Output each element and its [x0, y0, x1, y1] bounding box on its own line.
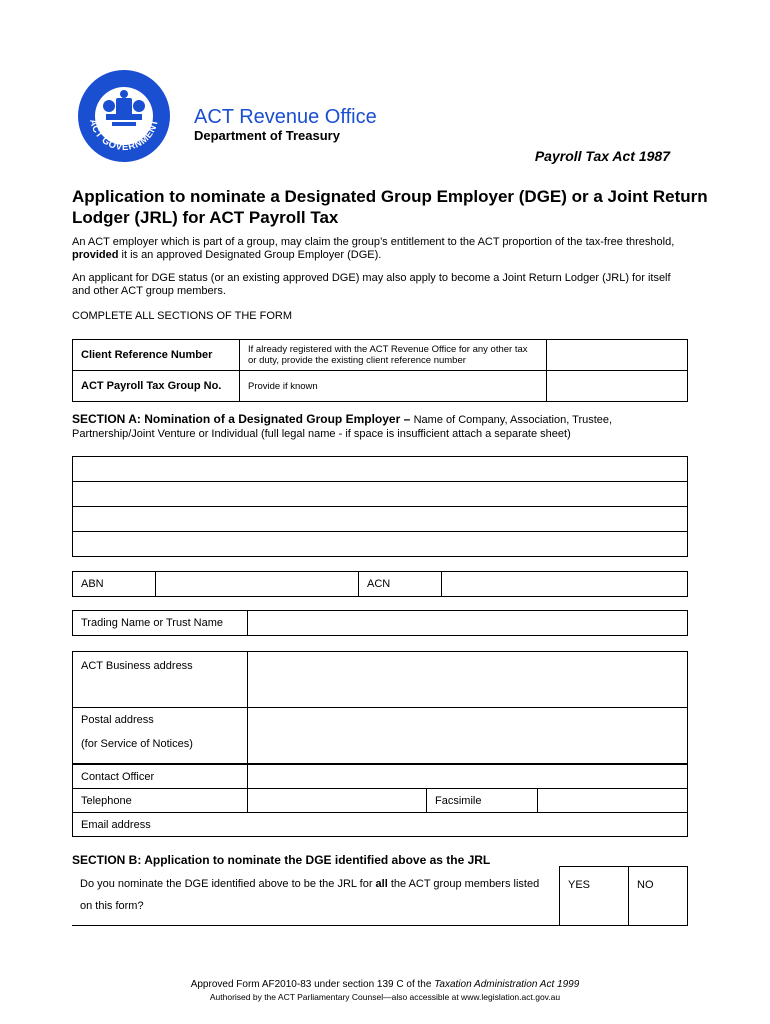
trading-name-field[interactable] — [248, 611, 688, 636]
legal-name-line-3[interactable] — [73, 507, 688, 532]
act-name: Payroll Tax Act 1987 — [534, 148, 670, 164]
acn-label: ACN — [359, 572, 442, 597]
footer-approved-form: Approved Form AF2010-83 under section 139 C of the Taxation Administration Act 1999 — [190, 979, 580, 990]
legal-name-line-2[interactable] — [73, 482, 688, 507]
group-no-label: ACT Payroll Tax Group No. — [73, 371, 240, 402]
section-b-heading: SECTION B: Application to nominate the DGE identified above as the JRL — [72, 853, 491, 867]
abn-acn-table — [72, 571, 688, 597]
client-ref-hint: If already registered with the ACT Revenue Office for any other tax or duty, provide the existing client reference number — [240, 340, 547, 371]
trading-name-table — [72, 610, 688, 636]
reference-table — [72, 339, 688, 402]
abn-field[interactable] — [156, 572, 359, 597]
contact-officer-field[interactable] — [248, 765, 688, 789]
address-table — [72, 651, 688, 764]
trading-name-label: Trading Name or Trust Name — [73, 611, 248, 636]
footer-authorised: Authorised by the ACT Parliamentary Counsel—also accessible at www.legislation.act.gov.au — [209, 992, 561, 1002]
logo-text: ACT GOVERNMENT — [87, 118, 161, 154]
acn-field[interactable] — [442, 572, 688, 597]
legal-name-line-1[interactable] — [73, 457, 688, 482]
business-address-field[interactable] — [248, 652, 688, 708]
email-address-label: Email address — [81, 818, 151, 831]
contact-table — [72, 764, 688, 837]
jrl-question: Do you nominate the DGE identified above to be the JRL for all the ACT group members listed on this form? — [72, 867, 560, 926]
section-a-heading: SECTION A: Nomination of a Designated Group Employer – Name of Company, Association, Trustee, Partnership/Joint Venture or Individual (full legal name - if space is insufficient attach a separate sheet) — [72, 412, 613, 440]
legal-name-line-4[interactable] — [73, 532, 688, 557]
business-address-label: ACT Business address — [73, 652, 248, 708]
facsimile-label: Facsimile — [427, 789, 538, 813]
intro-paragraph-1: An ACT employer which is part of a group, may claim the group’s entitlement to the ACT proportion of the tax-free threshold, provided it is an approved Designated Group Employer (DGE). — [72, 236, 675, 261]
abn-label: ABN — [73, 572, 156, 597]
form-title: Application to nominate a Designated Group Employer (DGE) or a Joint Return Lodger (JRL) for ACT Payroll Tax — [72, 187, 708, 227]
postal-address-label: Postal address (for Service of Notices) — [73, 708, 248, 764]
email-address-field[interactable] — [73, 813, 688, 837]
yes-option[interactable]: YES — [560, 867, 629, 926]
contact-officer-label: Contact Officer — [73, 765, 248, 789]
intro-paragraph-2: An applicant for DGE status (or an existing approved DGE) may also apply to become a Joint Return Lodger (JRL) for itself and other ACT group members. — [72, 272, 671, 297]
group-no-hint: Provide if known — [240, 371, 547, 402]
department-name: Department of Treasury — [194, 128, 340, 143]
client-ref-label: Client Reference Number — [73, 340, 240, 371]
group-no-field[interactable] — [547, 371, 688, 402]
jrl-table — [72, 866, 688, 926]
telephone-label: Telephone — [73, 789, 248, 813]
client-ref-field[interactable] — [547, 340, 688, 371]
postal-address-field[interactable] — [248, 708, 688, 764]
org-title: ACT Revenue Office — [194, 106, 377, 128]
legal-name-table — [72, 456, 688, 557]
no-option[interactable]: NO — [629, 867, 688, 926]
facsimile-field[interactable] — [538, 789, 688, 813]
complete-all-note: COMPLETE ALL SECTIONS OF THE FORM — [72, 310, 293, 322]
telephone-field[interactable] — [248, 789, 427, 813]
